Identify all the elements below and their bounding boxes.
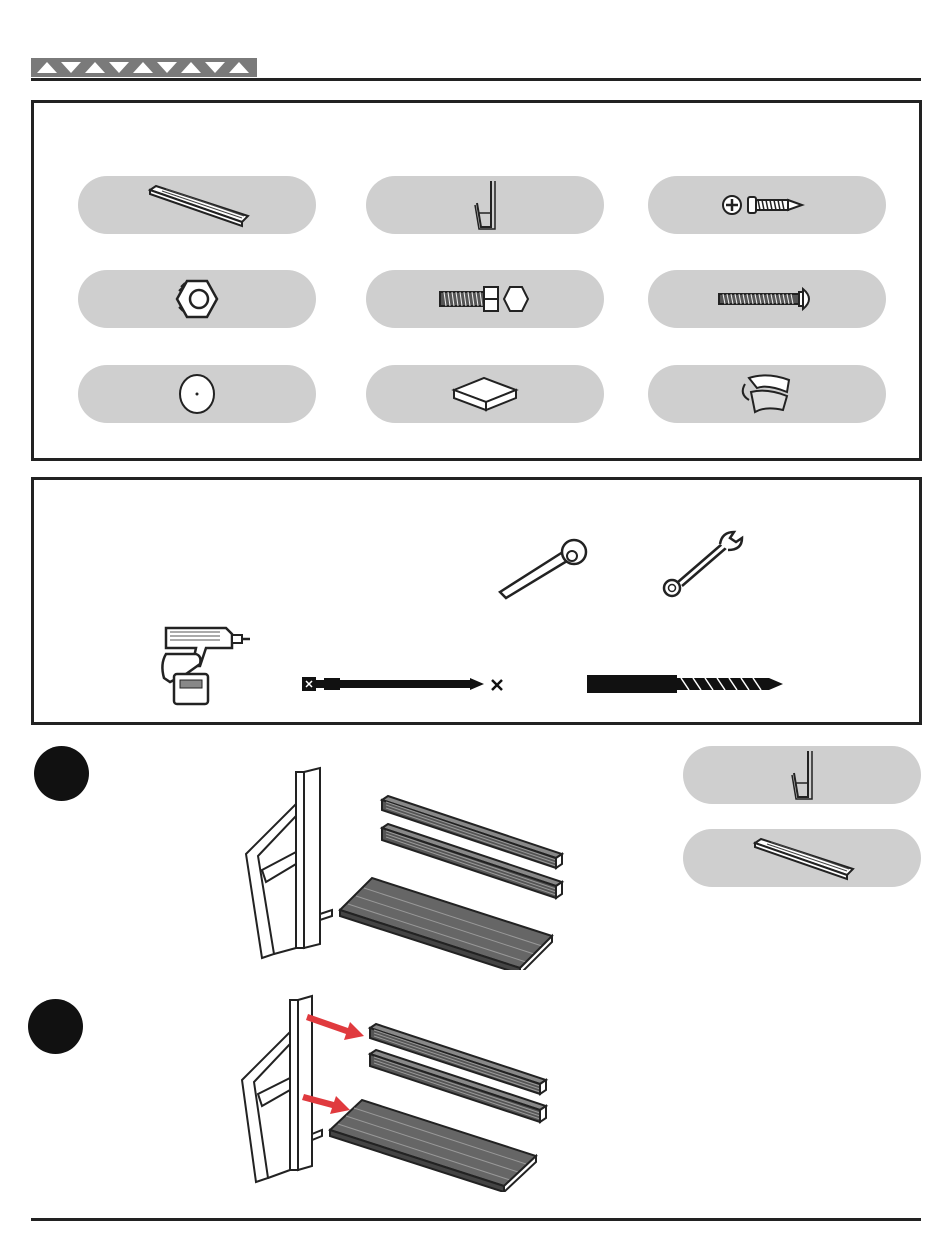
step-1-part-board [683,829,921,887]
part-pill-board [78,176,316,234]
multiply-icon [490,678,504,692]
back-boards [382,796,562,898]
footer-rule [31,1218,921,1221]
drill-bit-extension-icon [300,674,486,694]
board-plank-icon [747,835,857,881]
part-pill-carriage-bolt [648,270,886,328]
end-cap-icon [448,374,522,414]
part-pill-screw [648,176,886,234]
header-rule [31,78,921,81]
power-drill-icon [156,624,252,708]
step-2-illustration [236,994,552,1192]
header-pattern [31,58,257,77]
drill-bit-icon [585,673,787,695]
part-pill-bracket [366,176,604,234]
bracket-icon [465,179,505,231]
part-pill-hexbolt [366,270,604,328]
back-boards [370,1024,546,1122]
carriage-bolt-icon [717,286,817,312]
seat-boards [340,878,552,970]
self-drilling-screw-icon [722,191,812,219]
bracket-icon [782,749,822,801]
lock-nut-icon [175,277,219,321]
board-plank-icon [142,182,252,228]
bench-side-frame [246,768,332,958]
washer-icon [177,372,217,416]
step-1-part-bracket [683,746,921,804]
seat-boards [330,1100,536,1192]
part-pill-locknut [78,270,316,328]
clip-icon [737,370,797,418]
step-1-illustration [240,764,570,970]
bench-side-frame [242,996,322,1182]
step-1-badge [34,746,89,801]
step-2-badge [28,999,83,1054]
part-pill-washer [78,365,316,423]
hex-bolt-icon [438,283,532,315]
socket-wrench-icon [494,536,594,600]
part-pill-endcap [366,365,604,423]
triangle-pattern-icon [31,58,257,77]
combination-wrench-icon [660,528,744,600]
part-pill-clip [648,365,886,423]
